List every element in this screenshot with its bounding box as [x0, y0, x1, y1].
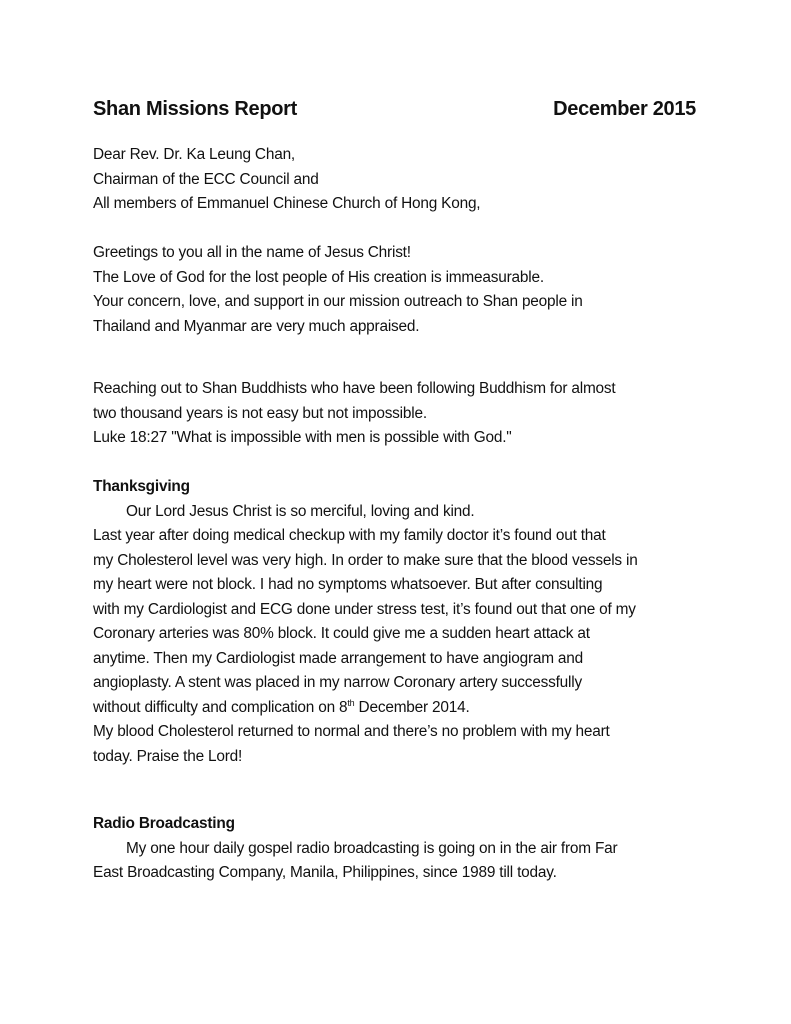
text-line: with my Cardiologist and ECG done under stress test, it’s found out that one of my	[93, 600, 636, 618]
text-line: My one hour daily gospel radio broadcasting is going on in the air from Far	[126, 839, 618, 857]
text-line: anytime. Then my Cardiologist made arrangement to have angiogram and	[93, 649, 584, 667]
salutation	[93, 143, 703, 217]
text-line: my Cholesterol level was very high. In order to make sure that the blood vessels in	[93, 551, 638, 569]
salutation-line: Chairman of the ECC Council and	[93, 170, 319, 188]
text-line: Reaching out to Shan Buddhists who have been following Buddhism for almost	[93, 380, 616, 397]
text-line: Luke 18:27 "What is impossible with men is possible with God."	[93, 429, 512, 446]
date-line-text: December 2014.	[354, 698, 470, 716]
text-line: angioplasty. A stent was placed in my narrow Coronary artery successfully	[93, 674, 582, 691]
radio-section	[93, 812, 703, 886]
text-line: Greetings to you all in the name of Jesus Christ!	[93, 244, 411, 261]
text-line: Our Lord Jesus Christ is so merciful, loving and kind.	[126, 502, 475, 520]
thanksgiving-heading: Thanksgiving	[93, 478, 190, 495]
report-title: Shan Missions Report	[93, 98, 298, 120]
text-line: today. Praise the Lord!	[93, 747, 243, 765]
thanksgiving-section	[93, 475, 703, 769]
text-line: Coronary arteries was 80% block. It could give me a sudden heart attack at	[93, 625, 590, 642]
text-line: Your concern, love, and support in our mission outreach to Shan people in	[93, 293, 583, 310]
date-line	[93, 696, 703, 721]
text-line: Last year after doing medical checkup with my family doctor it’s found out that	[93, 527, 606, 544]
salutation-line: Dear Rev. Dr. Ka Leung Chan,	[93, 146, 295, 163]
text-line: My blood Cholesterol returned to normal and there’s no problem with my heart	[93, 723, 610, 740]
report-date: December 2015	[553, 98, 696, 120]
date-line-text: without difficulty and complication on 8	[93, 698, 348, 716]
ordinal-suffix: th	[347, 697, 355, 708]
text-line: Thailand and Myanmar are very much appraised.	[93, 317, 420, 335]
outreach-paragraph	[93, 377, 703, 451]
text-line: two thousand years is not easy but not impossible.	[93, 404, 427, 422]
salutation-line: All members of Emmanuel Chinese Church of Hong Kong,	[93, 195, 481, 212]
report-header	[93, 98, 696, 121]
text-line: East Broadcasting Company, Manila, Philippines, since 1989 till today.	[93, 864, 557, 881]
text-line: my heart were not block. I had no symptoms whatsoever. But after consulting	[93, 576, 603, 593]
radio-heading: Radio Broadcasting	[93, 815, 235, 832]
greeting-paragraph	[93, 241, 703, 339]
text-line: The Love of God for the lost people of His creation is immeasurable.	[93, 268, 544, 286]
